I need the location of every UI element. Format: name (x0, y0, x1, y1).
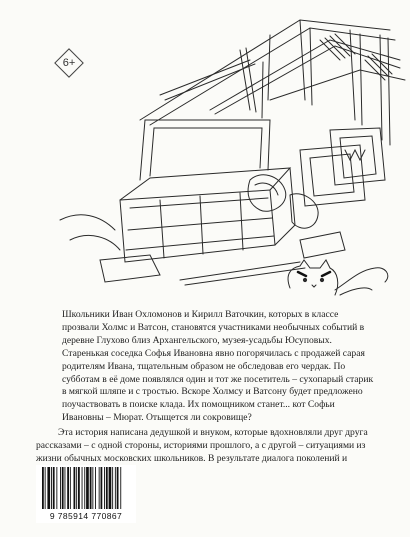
barcode-bars-icon (36, 467, 136, 511)
age-rating-label: 6+ (62, 57, 76, 69)
book-annotation (36, 309, 376, 479)
annotation-paragraph-2: Эта история написана дедушкой и внуком, которые вдохновляли друг друга рассказами – с одной стороны, историями прошлого, а с другой – ситуациями из жизни обычных московских школьников. В результате диалога поколений и (36, 427, 368, 464)
annotation-paragraph-1: Школьники Иван Охломонов и Кирилл Ваточкин, которых в классе прозвали Холмс и Ватсон, становятся участниками необычных событий в деревне Глухово близ Архангельского, музея-усадьбы Юсуповых. Старенькая соседка Софья Ивановна явно погорячилась с продажей сарая родителям Ивана, тщательным образом не обследовав его чердак. По субботам в её доме появлялся один и тот же посетитель – сухопарый старик в мягкой шляпе и с тростью. Вскоре Холмсу и Ватсону будет предложено поучаствовать в поиске клада. Их помощником станет... кот Софьи Ивановны – Мюрат. Отыщется ли сокровище? (62, 309, 374, 424)
isbn-number: 9 785914 770867 (49, 511, 123, 521)
isbn-barcode (36, 465, 136, 523)
